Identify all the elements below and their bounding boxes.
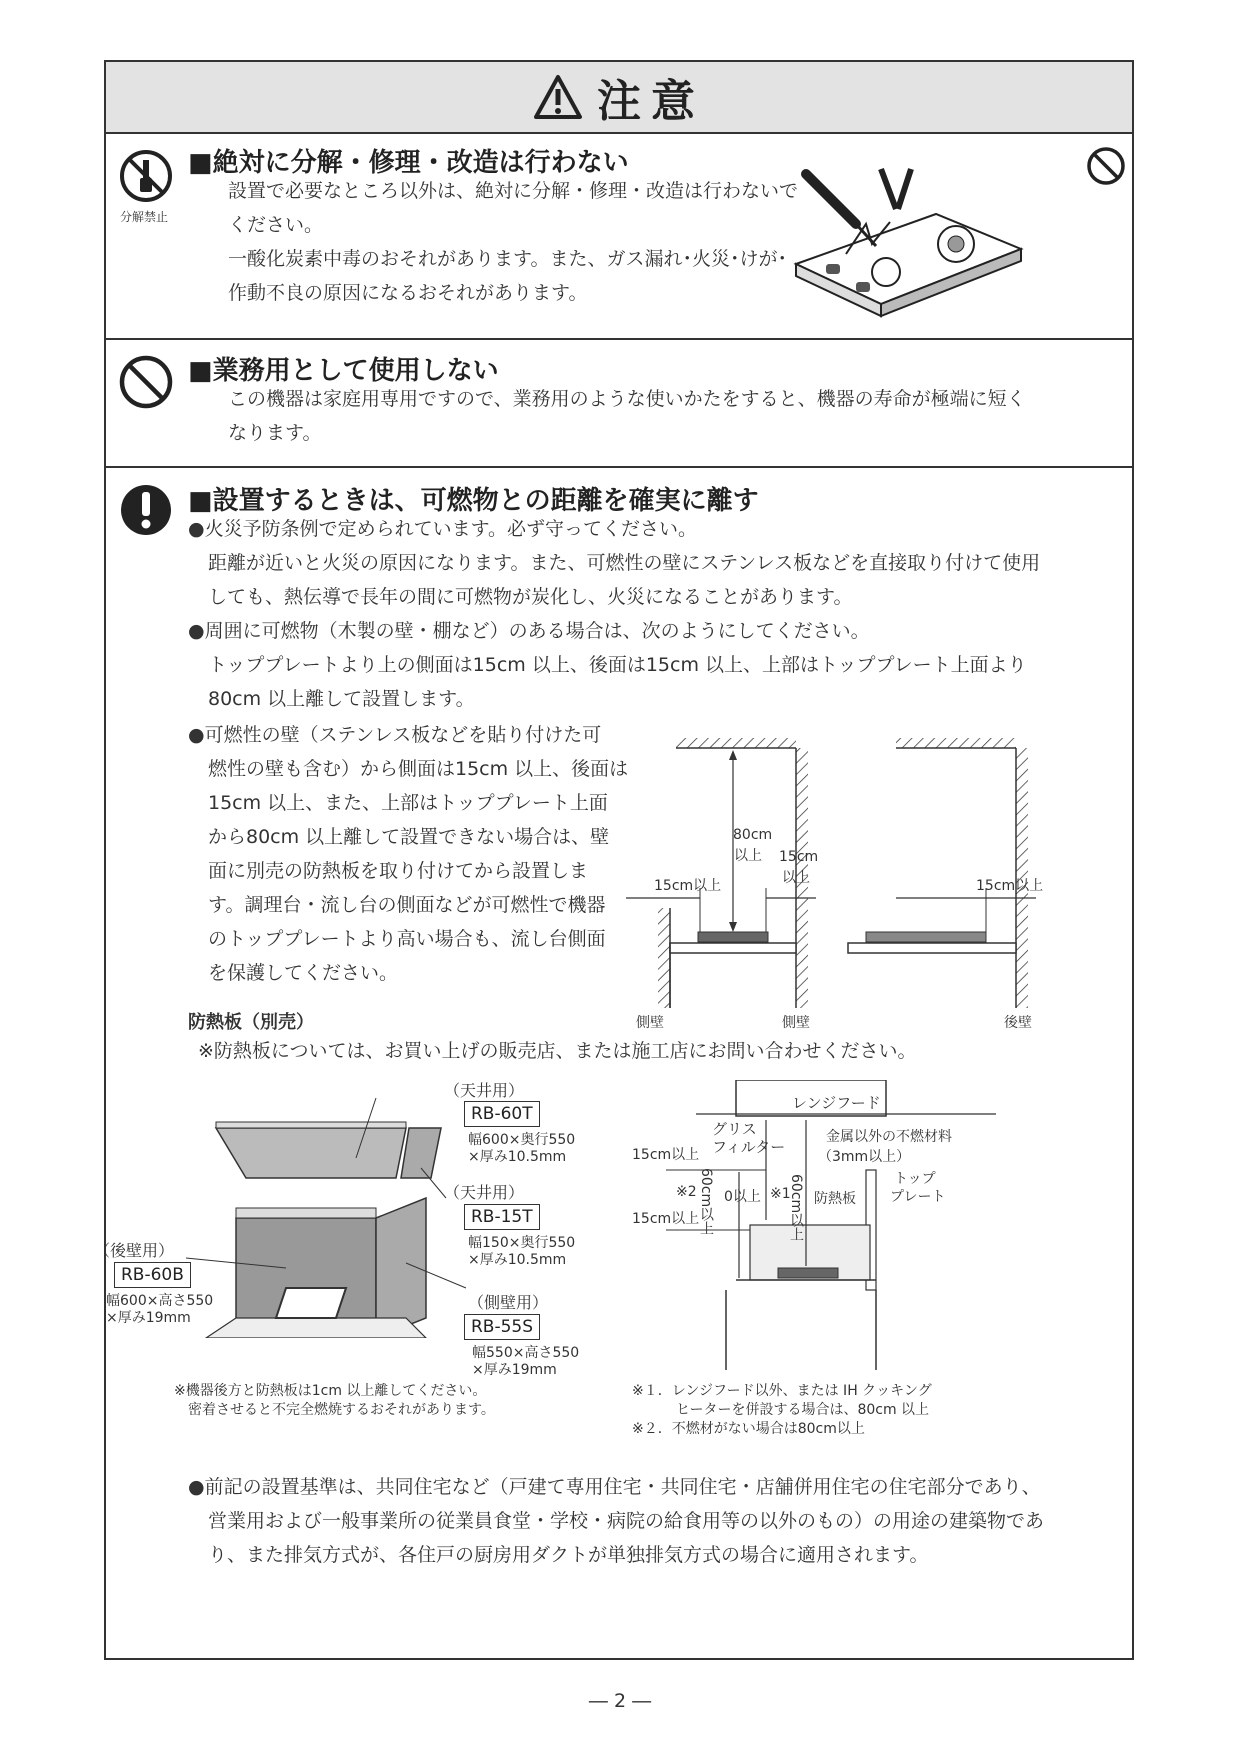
disassembly-illustration <box>786 154 1026 324</box>
prohibited-icon <box>118 354 174 410</box>
product-label: （天井用） <box>444 1081 525 1100</box>
text-line: 作動不良の原因になるおそれがあります。 <box>228 282 588 304</box>
caution-frame <box>94 60 1134 1660</box>
heat-shield-note: ※防熱板については、お買い上げの販売店、または施工店にお問い合わせください。 <box>198 1040 917 1062</box>
wall-label: 後壁 <box>1004 1015 1032 1031</box>
product-label: （天井用） <box>444 1183 525 1202</box>
figure-note: ヒーターを併設する場合は、80cm 以上 <box>676 1402 930 1418</box>
product-label: （後壁用） <box>94 1241 175 1260</box>
product-code: RB-60B <box>114 1262 191 1288</box>
text-line: 一酸化炭素中毒のおそれがあります。また、ガス漏れ･火災･けが･ <box>228 248 787 270</box>
text-line: なります。 <box>228 422 322 444</box>
page-title: 注意 <box>597 76 705 127</box>
section-disassembly <box>106 134 1132 340</box>
section-commercial <box>106 340 1132 468</box>
figure-note: ※２．不燃材がない場合は80cm以上 <box>632 1421 865 1437</box>
text-line: のトッププレートより高い場合も、流し台側面 <box>208 928 606 950</box>
wall-label: 側壁 <box>636 1015 664 1031</box>
text-line: 距離が近いと火災の原因になります。また、可燃性の壁にステンレス板などを直接取り付けて使用 <box>208 552 1041 574</box>
text-line: 営業用および一般事業所の従業員食堂・学校・病院の給食用等の以外のもの）の用途の建築物であ <box>208 1510 1045 1532</box>
dim-label: 15cm以上 <box>632 1211 700 1227</box>
dim-label: トップ <box>894 1171 936 1187</box>
section-heading: ■設置するときは、可燃物との距離を確実に離す <box>188 486 759 516</box>
text-line: 80cm 以上離して設置します。 <box>208 688 475 710</box>
bullet-line: ●可燃性の壁（ステンレス板などを貼り付けた可 <box>188 724 602 746</box>
bullet-line: ●前記の設置基準は、共同住宅など（戸建て専用住宅・共同住宅・店舗併用住宅の住宅部分であり、 <box>188 1476 1041 1498</box>
product-label: （側壁用） <box>468 1293 549 1312</box>
text-line: 燃性の壁も含む）から側面は15cm 以上、後面は <box>208 758 629 780</box>
dim-label: 防熱板 <box>814 1191 856 1207</box>
text-line: 15cm 以上、また、上部はトッププレート上面 <box>208 792 608 814</box>
figure-note: 密着させると不完全燃焼するおそれがあります。 <box>188 1402 495 1418</box>
text-line: この機器は家庭用専用ですので、業務用のような使いかたをすると、機器の寿命が極端に短く <box>228 388 1026 410</box>
product-dims: ×厚み10.5mm <box>468 1149 567 1165</box>
product-dims: 幅150×奥行550 <box>468 1235 576 1251</box>
text-line: ください。 <box>228 214 324 236</box>
caution-header <box>106 62 1132 134</box>
dim-label: フィルター <box>712 1138 786 1156</box>
bullet-line: ●周囲に可燃物（木製の壁・棚など）のある場合は、次のようにしてください。 <box>188 620 870 642</box>
warning-triangle-icon <box>533 74 583 120</box>
product-code: RB-15T <box>464 1204 540 1230</box>
text-line: す。調理台・流し台の側面などが可燃性で機器 <box>208 894 606 916</box>
hood-label: レンジフード <box>792 1094 881 1112</box>
no-disassembly-icon <box>118 148 174 204</box>
product-dims: ×厚み19mm <box>472 1362 557 1378</box>
dim-label: 15cm以上 <box>654 878 722 894</box>
text-line: から80cm 以上離して設置できない場合は、壁 <box>208 826 610 848</box>
product-dims: ×厚み10.5mm <box>468 1252 567 1268</box>
text-line: り、また排気方式が、各住戸の厨房用ダクトが単独排気方式の場合に適用されます。 <box>208 1544 929 1566</box>
dim-label: 80cm <box>733 827 773 843</box>
product-dims: 幅600×高さ550 <box>106 1293 214 1309</box>
text-line: しても、熱伝導で長年の間に可燃物が炭化し、火災になることがあります。 <box>208 586 853 608</box>
dim-label: 金属以外の不燃材料 <box>826 1129 952 1145</box>
text-line: 設置で必要なところ以外は、絶対に分解・修理・改造は行わないで <box>228 180 799 202</box>
product-code: RB-60T <box>464 1101 540 1127</box>
no-disassembly-label: 分解禁止 <box>120 210 169 224</box>
dim-label: 以上 <box>734 848 762 864</box>
product-dims: 幅550×高さ550 <box>472 1345 580 1361</box>
dim-label: ※2 <box>676 1184 697 1200</box>
mandatory-icon <box>118 482 174 538</box>
product-dims: ×厚み19mm <box>106 1310 191 1326</box>
text-line: 面に別売の防熱板を取り付けてから設置しま <box>208 860 589 882</box>
page-number: ― 2 ― <box>588 1690 652 1712</box>
bullet-line: ●火災予防条例で定められています。必ず守ってください。 <box>188 518 698 540</box>
dim-label: （3mm以上） <box>818 1149 911 1165</box>
section-heading: ■業務用として使用しない <box>188 356 499 386</box>
figure-note: ※１．レンジフード以外、または IH クッキング <box>632 1383 932 1399</box>
dim-label: 15cm以上 <box>976 878 1044 894</box>
section-heading: ■絶対に分解・修理・改造は行わない <box>188 148 629 178</box>
text-line: を保護してください。 <box>208 962 399 984</box>
dim-label: 60cm以上 <box>788 1174 804 1242</box>
product-dims: 幅600×奥行550 <box>468 1132 576 1148</box>
dim-label: 以上 <box>782 870 810 886</box>
figure-note: ※機器後方と防熱板は1cm 以上離してください。 <box>174 1383 487 1399</box>
dim-label: 0以上 <box>724 1189 761 1205</box>
dim-label: 15cm <box>779 849 819 865</box>
heat-shield-title: 防熱板（別売） <box>188 1012 314 1033</box>
dim-label: グリス <box>712 1120 757 1138</box>
dim-label: プレート <box>890 1189 946 1205</box>
text-line: トッププレートより上の側面は15cm 以上、後面は15cm 以上、上部はトッププレート上面より <box>208 654 1027 676</box>
dim-label: ※1 <box>770 1186 791 1202</box>
prohibited-icon <box>1086 146 1126 186</box>
wall-label: 側壁 <box>782 1015 810 1031</box>
product-code: RB-55S <box>464 1314 540 1340</box>
dim-label: 60cm以上 <box>698 1168 714 1236</box>
dim-label: 15cm以上 <box>632 1147 700 1163</box>
section-clearance <box>94 468 1132 1662</box>
